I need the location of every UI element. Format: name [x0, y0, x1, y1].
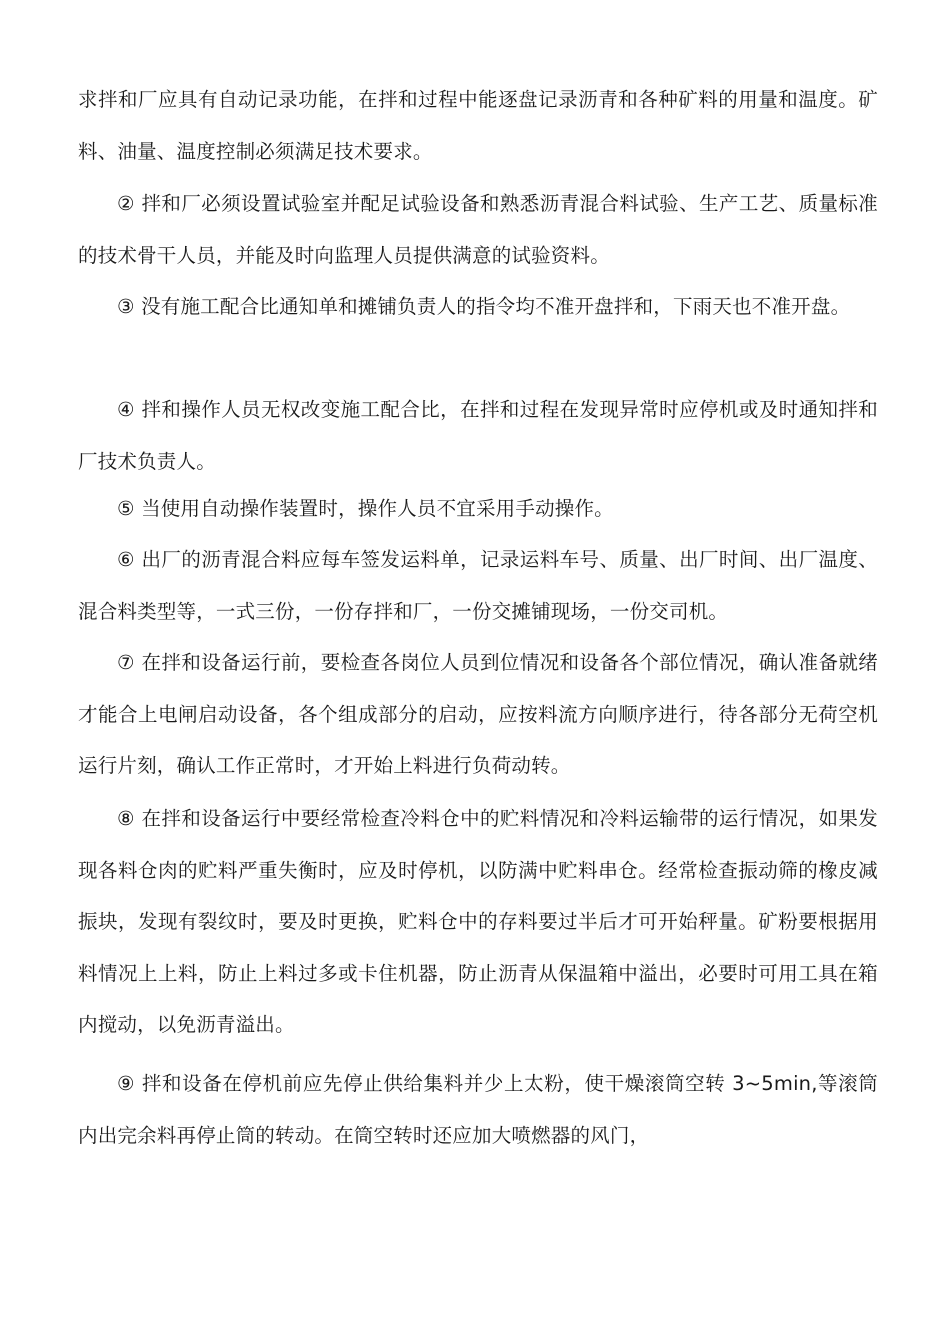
paragraph-continuation: 求拌和厂应具有自动记录功能，在拌和过程中能逐盘记录沥青和各种矿料的用量和温度。矿料、油量、温度控制必须满足技术要求。 [78, 88, 878, 163]
paragraph-item-6: ⑥ 出厂的沥青混合料应每车签发运料单，记录运料车号、质量、出厂时间、出厂温度、混合料类型等，一式三份，一份存拌和厂，一份交摊铺现场，一份交司机。 [78, 548, 878, 623]
paragraph-item-9: ⑨ 拌和设备在停机前应先停止供给集料并少上太粉，使干燥滚筒空转 3~5min,等滚筒内出完余料再停止筒的转动。在筒空转时还应加大喷燃器的风门， [78, 1072, 878, 1147]
paragraph-item-7: ⑦ 在拌和设备运行前，要检查各岗位人员到位情况和设备各个部位情况，确认准备就绪才能合上电闸启动设备，各个组成部分的启动，应按料流方向顺序进行，待各部分无荷空机运行片刻，确认工作正常时，才开始上料进行负荷动转。 [78, 651, 878, 777]
paragraph-item-5: ⑤ 当使用自动操作装置时，操作人员不宜采用手动操作。 [117, 497, 614, 520]
paragraph-item-8: ⑧ 在拌和设备运行中要经常检查冷料仓中的贮料情况和冷料运输带的运行情况，如果发现各料仓肉的贮料严重失衡时，应及时停机，以防满中贮料串仓。经常检查振动筛的橡皮减振块，发现有裂纹时，要及时更换，贮料仓中的存料要过半后才可开始秤量。矿粉要根据用料情况上上料，防止上料过多或卡住机器，防止沥青从保温箱中溢出，必要时可用工具在箱内搅动，以免沥青溢出。 [78, 807, 878, 1036]
paragraph-item-4: ④ 拌和操作人员无权改变施工配合比，在拌和过程在发现异常时应停机或及时通知拌和厂技术负责人。 [78, 398, 878, 473]
paragraph-item-3: ③ 没有施工配合比通知单和摊铺负责人的指令均不准开盘拌和，下雨天也不准开盘。 [117, 295, 851, 318]
paragraph-item-2: ② 拌和厂必须设置试验室并配足试验设备和熟悉沥青混合料试验、生产工艺、质量标准的技术骨干人员，并能及时向监理人员提供满意的试验资料。 [78, 192, 878, 267]
